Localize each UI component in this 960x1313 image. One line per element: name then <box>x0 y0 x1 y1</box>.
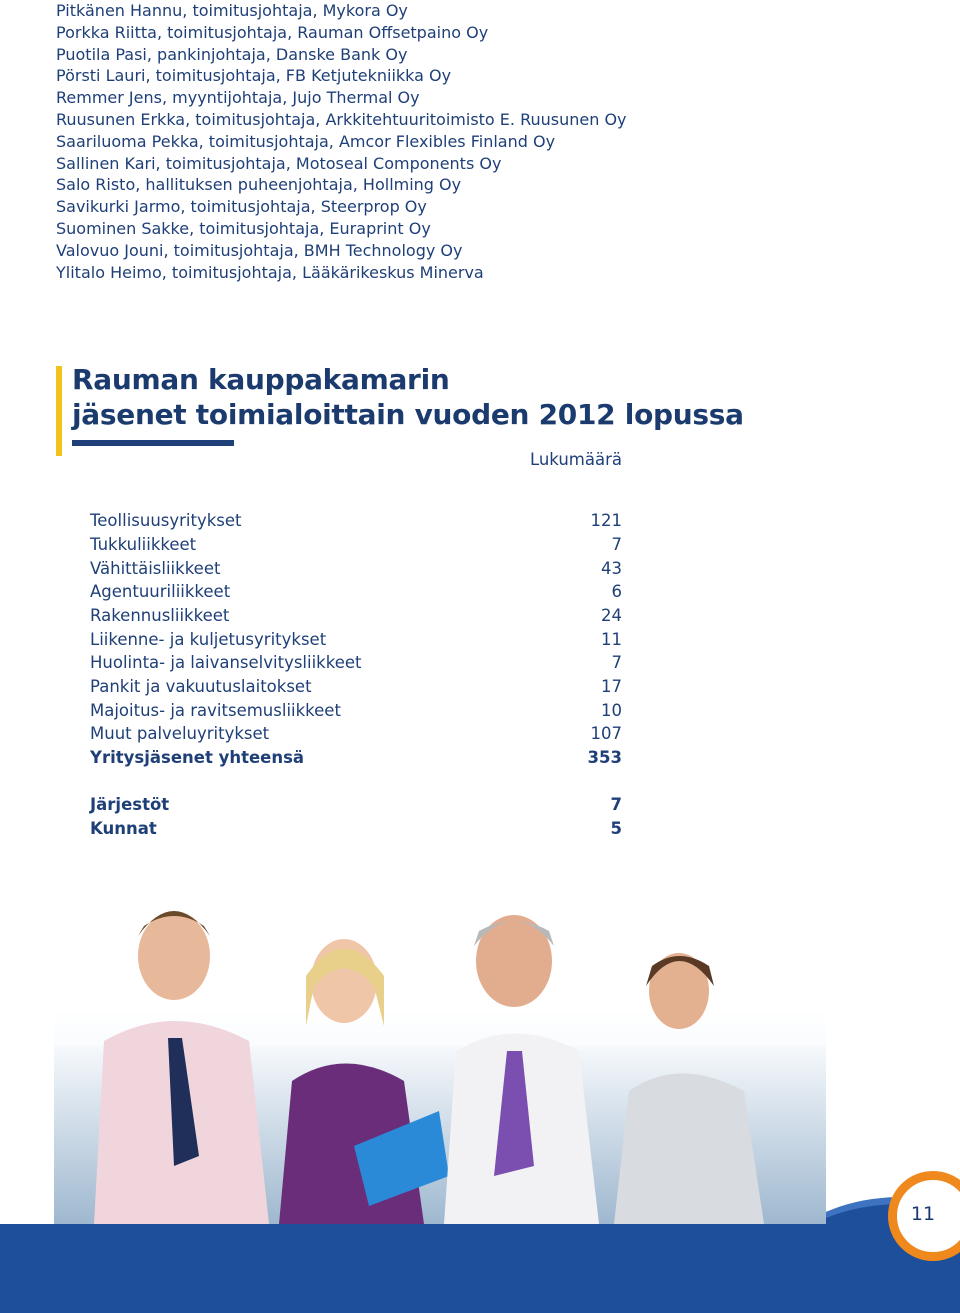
footer-wave <box>0 1160 960 1313</box>
row-label: Tukkuliikkeet <box>90 534 197 554</box>
section-title <box>72 362 744 432</box>
member-entry: Suominen Sakke, toimitusjohtaja, Euraprint Oy <box>56 218 431 238</box>
column-header-count: Lukumäärä <box>529 450 622 469</box>
row-value: 11 <box>601 629 622 649</box>
section-title-line2: jäsenet toimialoittain vuoden 2012 lopussa <box>72 398 744 431</box>
row-label: Kunnat <box>90 818 157 838</box>
row-value: 43 <box>601 558 622 578</box>
member-entry: Porkka Riitta, toimitusjohtaja, Rauman Offsetpaino Oy <box>56 22 489 42</box>
table-row <box>90 650 622 674</box>
member-entry: Pitkänen Hannu, toimitusjohtaja, Mykora Oy <box>56 1 408 20</box>
row-label: Liikenne- ja kuljetusyritykset <box>90 629 327 649</box>
table-row <box>90 603 622 627</box>
row-label: Rakennusliikkeet <box>90 605 230 625</box>
row-value: 24 <box>601 605 622 625</box>
row-label: Vähittäisliikkeet <box>90 558 221 578</box>
row-label: Järjestöt <box>90 794 170 814</box>
row-label: Huolinta- ja laivanselvitysliikkeet <box>90 652 362 672</box>
row-label: Teollisuusyritykset <box>90 510 242 530</box>
table-row <box>90 745 622 769</box>
row-value: 10 <box>601 700 622 720</box>
row-label: Agentuuriliikkeet <box>90 581 231 601</box>
table-row <box>90 721 622 745</box>
row-label: Yritysjäsenet yhteensä <box>90 747 305 767</box>
row-value: 121 <box>590 510 622 530</box>
accent-bar <box>56 366 62 456</box>
row-value: 5 <box>610 818 622 838</box>
row-label: Majoitus- ja ravitsemusliikkeet <box>90 700 341 720</box>
row-value: 7 <box>611 652 622 672</box>
member-entry: Remmer Jens, myyntijohtaja, Jujo Thermal Oy <box>56 88 420 108</box>
member-entry: Sallinen Kari, toimitusjohtaja, Motoseal Components Oy <box>56 153 502 173</box>
row-value: 7 <box>610 794 622 814</box>
row-value: 107 <box>590 723 622 743</box>
section-title-line1: Rauman kauppakamarin <box>72 363 450 396</box>
table-row <box>90 508 622 532</box>
page-number: 11 <box>910 1203 936 1225</box>
title-underline <box>72 440 234 446</box>
table-row <box>90 532 622 556</box>
table-row <box>90 579 622 603</box>
table-row <box>90 698 622 722</box>
member-entry: Ruusunen Erkka, toimitusjohtaja, Arkkitehtuuritoimisto E. Ruusunen Oy <box>56 109 627 129</box>
table-row <box>90 627 622 651</box>
member-entry: Saariluoma Pekka, toimitusjohtaja, Amcor Flexibles Finland Oy <box>56 131 556 151</box>
row-value: 353 <box>587 747 622 767</box>
row-label: Muut palveluyritykset <box>90 723 270 743</box>
members-list <box>56 0 936 283</box>
member-entry: Salo Risto, hallituksen puheenjohtaja, Hollming Oy <box>56 175 462 195</box>
table-row <box>90 556 622 580</box>
row-value: 7 <box>611 534 622 554</box>
table-row <box>90 816 622 840</box>
table-row <box>90 674 622 698</box>
member-entry: Pörsti Lauri, toimitusjohtaja, FB Ketjutekniikka Oy <box>56 66 452 86</box>
member-entry: Savikurki Jarmo, toimitusjohtaja, Steerprop Oy <box>56 197 427 217</box>
member-entry: Valovuo Jouni, toimitusjohtaja, BMH Technology Oy <box>56 240 463 260</box>
row-value: 6 <box>611 581 622 601</box>
row-value: 17 <box>601 676 622 696</box>
table-row <box>90 792 622 816</box>
member-entry: Puotila Pasi, pankinjohtaja, Danske Bank Oy <box>56 44 408 64</box>
member-entry: Ylitalo Heimo, toimitusjohtaja, Lääkärikeskus Minerva <box>56 262 484 282</box>
row-label: Pankit ja vakuutuslaitokset <box>90 676 312 696</box>
